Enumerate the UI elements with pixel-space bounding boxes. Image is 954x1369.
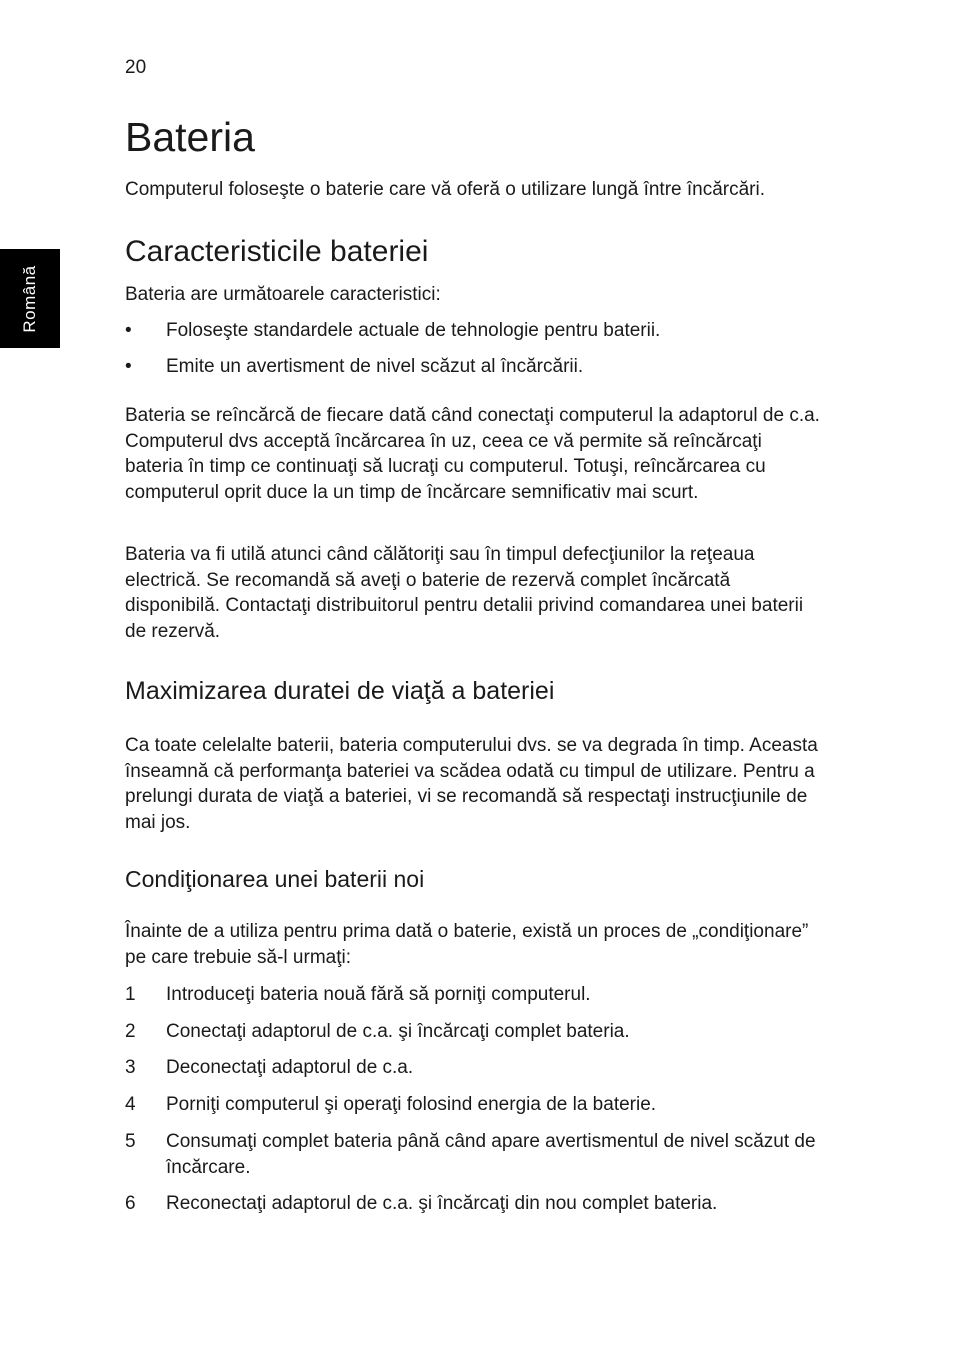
step-item <box>125 1055 825 1081</box>
step-item <box>125 1129 825 1180</box>
subsection-heading: Maximizarea duratei de viaţă a bateriei <box>125 677 555 705</box>
page-title: Bateria <box>125 114 255 160</box>
subsubsection-heading: Condiţionarea unei baterii noi <box>125 866 425 892</box>
bullet-marker: • <box>125 320 132 341</box>
section-lead: Bateria are următoarele caracteristici: <box>125 284 441 305</box>
bullet-text: Emite un avertisment de nivel scăzut al încărcării. <box>166 356 584 377</box>
language-side-tab-label: Română <box>20 264 39 333</box>
step-number: 5 <box>125 1131 136 1152</box>
step-number: 1 <box>125 984 136 1005</box>
section-paragraph: Bateria va fi utilă atunci când călătoriţi sau în timpul defecţiunilor la reţeaua electrică. Se recomandă să aveţi o baterie de rezervă complet încărcată disponibilă. Contactaţi distribuitorul pentru detalii privind comandarea unei baterii de rezervă. <box>125 544 804 642</box>
step-number: 6 <box>125 1193 136 1214</box>
step-number: 2 <box>125 1021 136 1042</box>
step-text: Porniţi computerul şi operaţi folosind energia de la baterie. <box>166 1094 657 1115</box>
language-side-tab <box>0 249 60 348</box>
bullet-marker: • <box>125 356 132 377</box>
bullet-item <box>125 318 825 344</box>
intro-paragraph: Computerul foloseşte o baterie care vă oferă o utilizare lungă între încărcări. <box>125 179 765 200</box>
section-paragraph: Bateria se reîncărcă de fiecare dată când conectaţi computerul la adaptorul de c.a. Computerul dvs acceptă încărcarea în uz, ceea ce vă permite să reîncărcaţi bateria în timp ce continuaţi să lucraţi cu computerul. Totuşi, reîncărcarea cu computerul oprit duce la un timp de încărcare semnificativ mai scurt. <box>125 405 820 503</box>
bullet-item <box>125 354 825 380</box>
page-number: 20 <box>125 57 147 78</box>
step-text: Conectaţi adaptorul de c.a. şi încărcaţi complet bateria. <box>166 1021 630 1042</box>
step-text: Consumaţi complet bateria până când apare avertismentul de nivel scăzut de încărcare. <box>166 1131 816 1178</box>
step-item <box>125 982 825 1008</box>
step-number: 3 <box>125 1057 136 1078</box>
step-item <box>125 1092 825 1118</box>
bullet-text: Foloseşte standardele actuale de tehnologie pentru baterii. <box>166 320 661 341</box>
step-text: Introduceţi bateria nouă fără să porniţi computerul. <box>166 984 591 1005</box>
step-text: Deconectaţi adaptorul de c.a. <box>166 1057 414 1078</box>
subsection-paragraph: Ca toate celelalte baterii, bateria computerului dvs. se va degrada în timp. Aceasta înseamnă că performanţa bateriei va scădea odată cu timpul de utilizare. Pentru a prelungi durata de viaţă a bateriei, vi se recomandă să respectaţi instrucţiunile de mai jos. <box>125 735 818 833</box>
step-item <box>125 1191 825 1217</box>
section-heading: Caracteristicile bateriei <box>125 235 429 268</box>
step-item <box>125 1019 825 1045</box>
step-number: 4 <box>125 1094 136 1115</box>
subsubsection-paragraph: Înainte de a utiliza pentru prima dată o baterie, există un proces de „condiţionare” pe care trebuie să-l urmaţi: <box>125 921 809 968</box>
step-text: Reconectaţi adaptorul de c.a. şi încărcaţi din nou complet bateria. <box>166 1193 718 1214</box>
